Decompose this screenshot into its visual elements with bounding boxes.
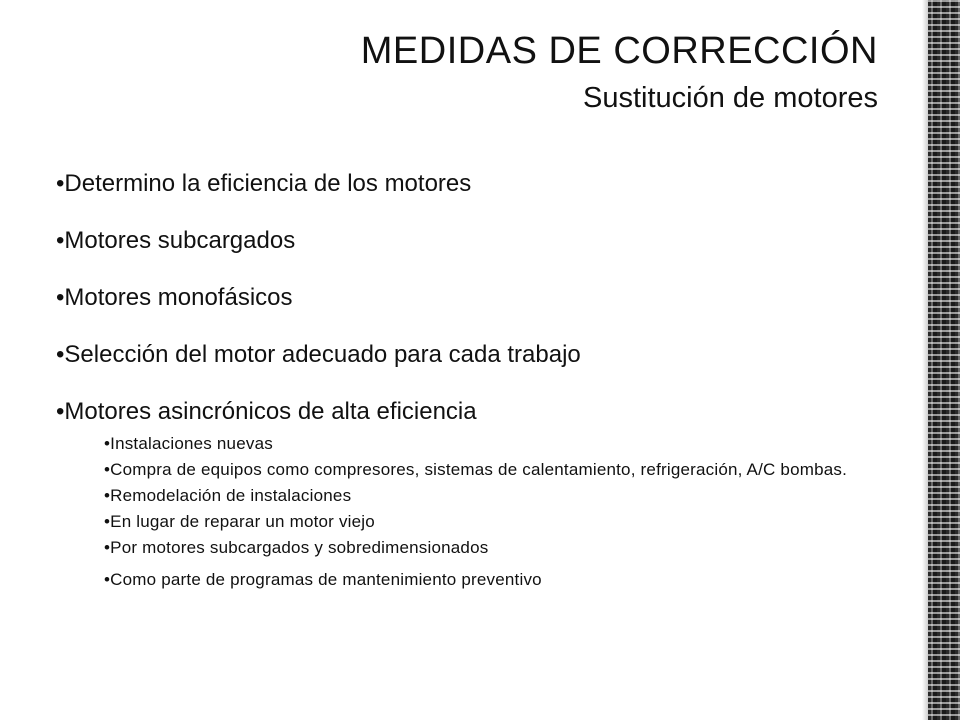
bullet-item — [56, 284, 856, 312]
sub-bullet-text: Por motores subcargados y sobredimensionados — [110, 538, 489, 557]
sub-bullet-item — [104, 484, 864, 508]
bullet-marker: • — [104, 512, 111, 531]
bullet-marker: • — [56, 284, 65, 311]
bullet-list — [56, 170, 856, 594]
slide-subtitle: Sustitución de motores — [583, 82, 878, 114]
bullet-text: Motores asincrónicos de alta eficiencia — [64, 398, 477, 425]
sub-bullet-item — [104, 510, 864, 534]
bullet-item — [56, 227, 856, 255]
bullet-marker: • — [56, 398, 65, 425]
bullet-marker: • — [104, 486, 111, 505]
bullet-marker: • — [104, 570, 111, 589]
sub-bullet-text: Compra de equipos como compresores, sistemas de calentamiento, refrigeración, A/C bombas. — [110, 460, 848, 479]
sub-bullet-item — [104, 536, 864, 560]
sub-bullet-list — [104, 432, 864, 592]
bullet-item — [56, 170, 856, 198]
bullet-text: Selección del motor adecuado para cada trabajo — [64, 341, 581, 368]
bullet-marker: • — [104, 538, 111, 557]
bullet-marker: • — [56, 227, 65, 254]
sub-bullet-item — [104, 458, 864, 482]
sub-bullet-text: Como parte de programas de mantenimiento preventivo — [110, 570, 542, 589]
sub-bullet-text: En lugar de reparar un motor viejo — [110, 512, 375, 531]
bullet-marker: • — [56, 341, 65, 368]
bullet-marker: • — [104, 460, 111, 479]
decorative-edge-strip — [928, 0, 960, 720]
slide-title: MEDIDAS DE CORRECCIÓN — [360, 30, 878, 72]
bullet-text: Determino la eficiencia de los motores — [64, 170, 472, 197]
sub-bullet-text: Instalaciones nuevas — [110, 434, 273, 453]
sub-bullet-item — [104, 432, 864, 456]
bullet-marker: • — [104, 434, 111, 453]
bullet-text: Motores monofásicos — [64, 284, 293, 311]
bullet-text: Motores subcargados — [64, 227, 296, 254]
sub-bullet-item — [104, 568, 864, 592]
bullet-item — [56, 398, 856, 426]
bullet-marker: • — [56, 170, 65, 197]
sub-bullet-text: Remodelación de instalaciones — [110, 486, 352, 505]
bullet-item — [56, 341, 856, 369]
